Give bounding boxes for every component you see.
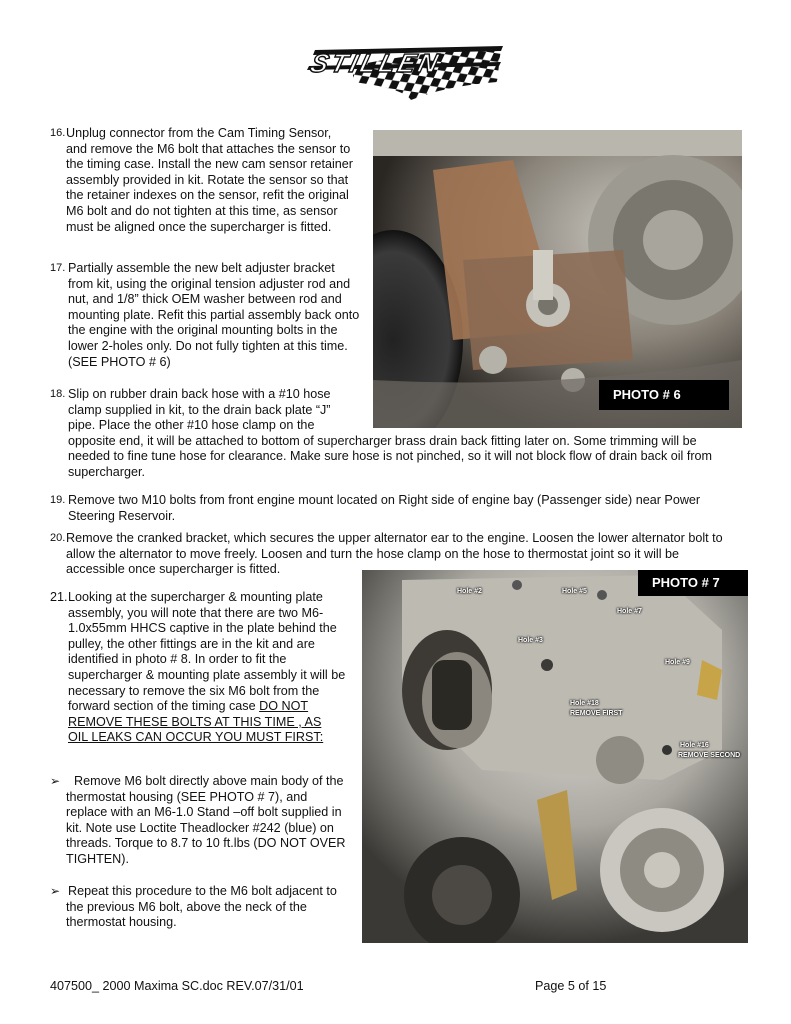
text-line: Remove the cranked bracket, which secures the upper alternator ear to the engine. Loosen the lower alternator bolt to [66,531,723,545]
callout-hole-16: Hole #16 [680,742,709,749]
text-line: mounting plate. Refit this partial assembly back onto [68,307,360,322]
text-line [68,699,345,715]
text-line: replace with an M6-1.0 Stand –off bolt supplied in [66,805,342,820]
callout-remove-first: REMOVE FIRST [570,710,623,717]
text-line: accessible once supercharger is fitted. [66,562,281,577]
text-line: pulley, the other fittings are in the kit and are [68,636,315,651]
warning-text: OIL LEAKS CAN OCCUR YOU MUST FIRST: [68,730,324,745]
text-line: must be aligned once the supercharger is fitted. [66,219,332,234]
photo-7 [362,570,748,943]
step-16-text [66,126,353,235]
logo-wordmark: STILLEN [307,48,445,78]
warning-text: REMOVE THESE BOLTS AT THIS TIME , AS [68,714,322,729]
text-line: TIGHTEN). [66,851,129,866]
text-line: the timing case. Install the new cam sensor retainer [66,157,353,172]
text-line: thermostat housing. [66,915,177,930]
text-line: opposite end, it will be attached to bottom of supercharger brass drain back fitting later on. Some trimming will be [68,433,697,448]
text-line [66,774,346,790]
text-line: clamp supplied in kit, to the drain back plate “J” [68,402,331,417]
text-line: kit. Note use Loctite Theadlocker #242 (blue) on [66,820,334,835]
text-line: lower 2-holes only. Do not fully tighten at this time. [68,338,348,353]
step-19-text [68,493,758,524]
text-line: assembly, you will note that there are two M6- [68,605,324,620]
text-line: Steering Reservoir. [68,508,176,523]
bullet-2-text [66,884,337,931]
photo-6 [373,130,742,428]
text-line: nut, and 1/8” thick OEM washer between rod and [68,292,342,307]
arrow-bullet-icon: ➢ [50,884,61,898]
footer-document-id: 407500_ 2000 Maxima SC.doc REV.07/31/01 [50,979,304,993]
text-line: supercharger. [68,464,146,479]
step-18-number: 18. [50,388,66,400]
callout-hole-2: Hole #2 [457,588,482,595]
arrow-bullet-icon: ➢ [50,774,61,788]
text-line: Partially assemble the new belt adjuster bracket [68,261,335,275]
text-line: allow the alternator to move freely. Loosen and turn the hose clamp on the hose to thermostat joint so it will be [66,546,680,561]
callout-hole-3: Hole #3 [518,637,543,644]
step-21-text [68,590,345,746]
text-line: Looking at the supercharger & mounting plate [68,590,323,604]
text-line: threads. Torque to 8.7 to 10 ft.lbs (DO NOT OVER [66,836,346,851]
text-line-part: Remove M6 bolt directly above main body of the [74,774,344,788]
text-line: 1.0x55mm HHCS captive in the plate behind the [68,621,337,636]
step-21-number: 21. [50,590,68,604]
text-line: needed to fine tune hose for clearance. Make sure hose is not pinched, so it will not block flow of drain back oil from [68,449,713,464]
text-line: the engine with the original mounting bolts in the [68,323,338,338]
text-line-part: forward section of the timing case [68,699,256,714]
text-line [66,884,337,900]
text-line: Slip on rubber drain back hose with a #10 hose [68,387,331,401]
callout-hole-7: Hole #7 [617,608,642,615]
text-line: necessary to remove the six M6 bolt from the [68,683,320,698]
text-line: supercharger & mounting plate assembly it will be [68,667,346,682]
text-line: Remove two M10 bolts from front engine mount located on Right side of engine bay (Passenger side) near Power [68,493,701,507]
text-line: from kit, using the original tension adjuster rod and [68,276,351,291]
step-17-text [68,261,359,370]
text-line: the retainer indexes on the sensor, refit the original [66,188,349,203]
text-line-part: Repeat this procedure to the M6 bolt adjacent to [68,884,337,898]
photo-7-label: PHOTO # 7 [638,570,748,596]
text-line: assembly provided in kit. Rotate the sensor so that [66,172,349,187]
text-line: identified in photo # 8. In order to fit the [68,652,287,667]
stillen-logo [305,42,505,104]
callout-hole-5: Hole #5 [562,588,587,595]
text-line: Unplug connector from the Cam Timing Sensor, [66,126,332,140]
step-16-number: 16. [50,127,66,139]
footer-page-number: Page 5 of 15 [535,979,607,993]
callout-hole-18: Hole #18 [570,700,599,707]
step-17-number: 17. [50,262,66,274]
text-line: the previous M6 bolt, above the neck of the [66,899,307,914]
warning-text: DO NOT [259,699,309,714]
photo-6-label: PHOTO # 6 [599,380,729,410]
text-line: and remove the M6 bolt that attaches the sensor to [66,141,351,156]
text-line: pipe. Place the other #10 hose clamp on the [68,418,315,433]
callout-remove-second: REMOVE SECOND [678,752,741,759]
text-line: (SEE PHOTO # 6) [68,354,171,369]
callout-hole-9: Hole #9 [665,659,690,666]
step-20-number: 20. [50,532,66,544]
text-line: thermostat housing (SEE PHOTO # 7), and [66,789,308,804]
bullet-1-text [66,774,346,868]
text-line: M6 bolt and do not tighten at this time, as sensor [66,203,338,218]
step-19-number: 19. [50,494,66,506]
